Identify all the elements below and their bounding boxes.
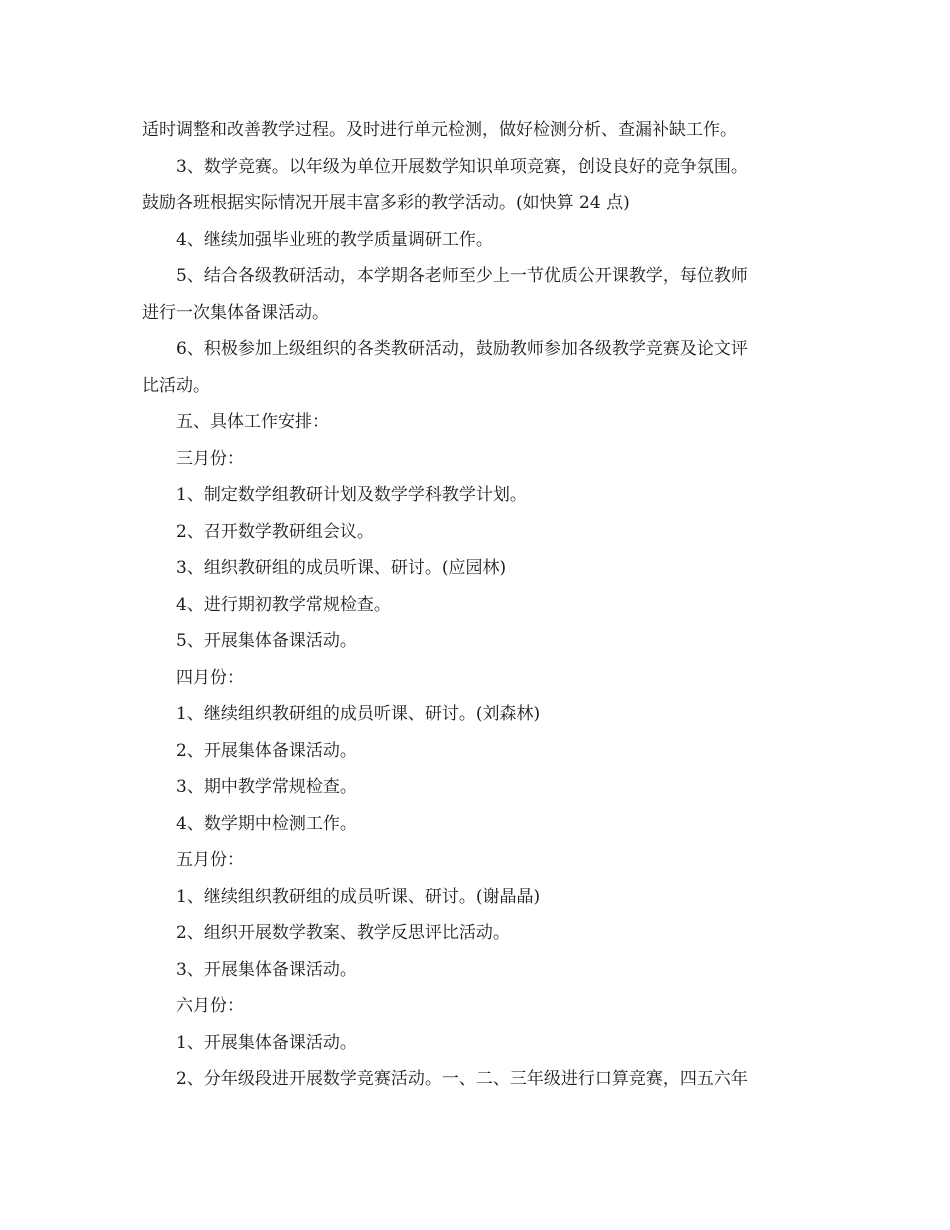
- paragraph-line: 适时调整和改善教学过程。及时进行单元检测，做好检测分析、查漏补缺工作。: [142, 120, 737, 140]
- list-item: 1、继续组织教研组的成员听课、研讨。(刘森林): [176, 704, 541, 724]
- month-heading-june: 六月份：: [176, 996, 244, 1016]
- month-heading-may: 五月份：: [176, 850, 244, 870]
- paragraph-line: 6、积极参加上级组织的各类教研活动，鼓励教师参加各级教学竞赛及论文评: [176, 339, 748, 359]
- list-item: 5、开展集体备课活动。: [176, 631, 357, 651]
- list-item: 2、召开数学教研组会议。: [176, 521, 374, 542]
- list-item: 1、制定数学组教研计划及数学学科教学计划。: [176, 485, 527, 505]
- list-item: 3、开展集体备课活动。: [176, 959, 357, 980]
- list-item: 3、组织教研组的成员听课、研讨。(应园林): [176, 558, 507, 578]
- document-body: [142, 112, 812, 1098]
- paragraph-line: 鼓励各班根据实际情况开展丰富多彩的教学活动。(如快算 24 点): [142, 193, 630, 213]
- paragraph-line: 进行一次集体备课活动。: [142, 302, 329, 323]
- paragraph-line: 比活动。: [142, 375, 210, 396]
- list-item: 1、继续组织教研组的成员听课、研讨。(谢晶晶): [176, 886, 541, 907]
- list-item: 1、开展集体备课活动。: [176, 1032, 357, 1053]
- paragraph-line: 4、继续加强毕业班的教学质量调研工作。: [176, 229, 493, 250]
- month-heading-april: 四月份：: [176, 667, 244, 688]
- list-item: 3、期中教学常规检查。: [176, 777, 357, 797]
- paragraph-line: 5、结合各级教研活动，本学期各老师至少上一节优质公开课教学，每位教师: [176, 266, 748, 286]
- month-heading-march: 三月份：: [176, 448, 244, 469]
- paragraph-line: 3、数学竞赛。以年级为单位开展数学知识单项竞赛，创设良好的竞争氛围。: [176, 156, 748, 177]
- list-item: 2、组织开展数学教案、教学反思评比活动。: [176, 923, 510, 943]
- section-heading: 五、具体工作安排：: [176, 412, 329, 432]
- list-item: 2、分年级段进开展数学竞赛活动。一、二、三年级进行口算竞赛，四五六年: [176, 1069, 748, 1089]
- list-item: 2、开展集体备课活动。: [176, 740, 357, 761]
- list-item: 4、数学期中检测工作。: [176, 813, 357, 834]
- list-item: 4、进行期初教学常规检查。: [176, 594, 391, 615]
